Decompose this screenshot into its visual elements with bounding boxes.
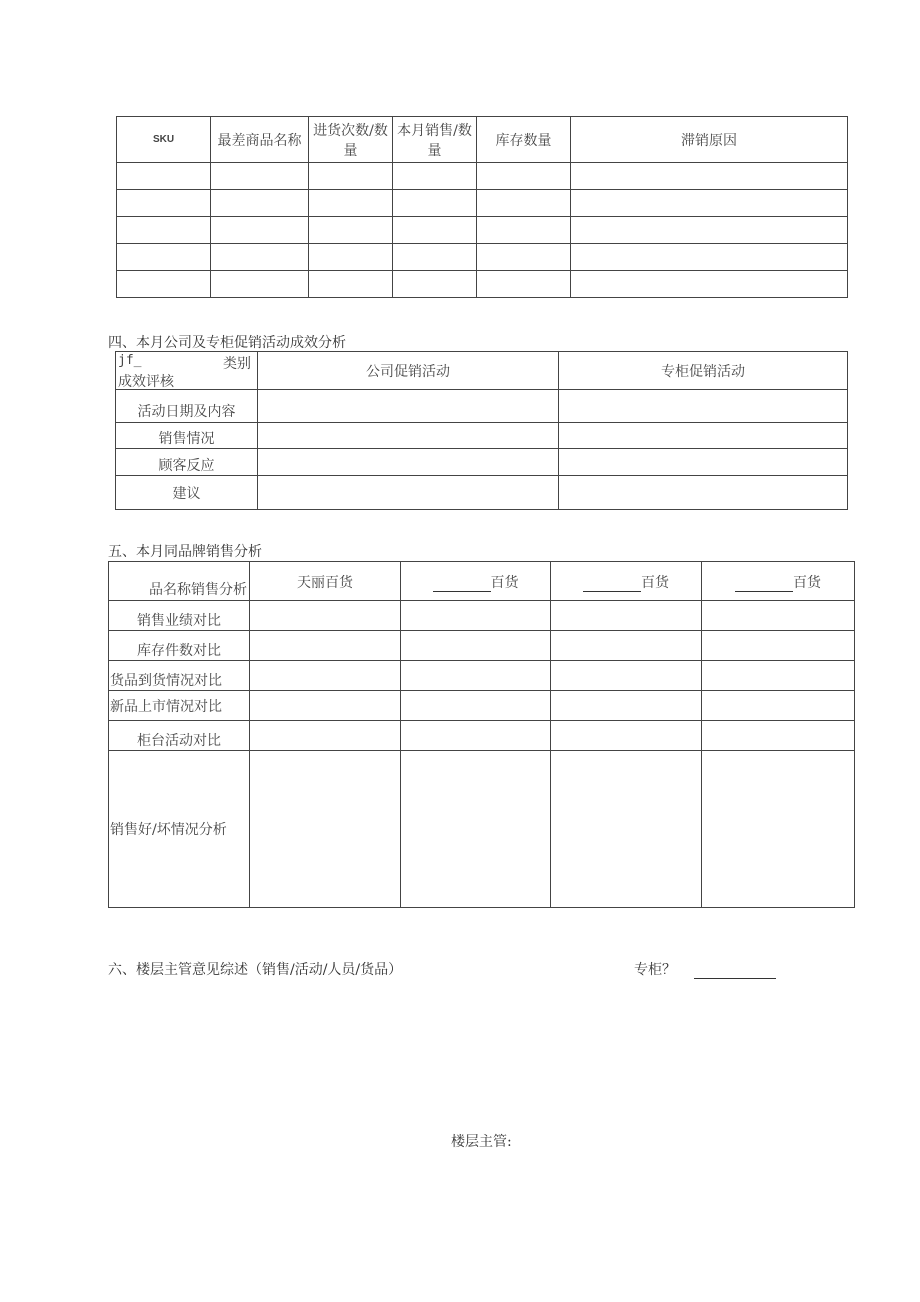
promotion-analysis-table bbox=[115, 351, 848, 510]
sku-header: SKU bbox=[117, 117, 211, 163]
row-label-suggestion: 建议 bbox=[116, 476, 258, 510]
counter-field bbox=[634, 959, 776, 979]
table-row bbox=[117, 163, 848, 190]
store-blank-header-3: 百货 bbox=[702, 562, 855, 601]
row-label-customer-response: 顾客反应 bbox=[116, 449, 258, 476]
store-name-blank-1[interactable] bbox=[433, 579, 491, 592]
slow-sales-reason-header: 滞销原因 bbox=[571, 117, 848, 163]
store-name-blank-3[interactable] bbox=[735, 579, 793, 592]
table-row bbox=[117, 190, 848, 217]
table-row bbox=[117, 217, 848, 244]
row-label-counter-activity: 柜台活动对比 bbox=[109, 721, 250, 751]
floor-supervisor-signature-label: 楼层主管: bbox=[451, 1134, 512, 1150]
corner-evaluation: 成效评核 bbox=[118, 374, 174, 390]
section6-title: 六、楼层主管意见综述（销售/活动/人员/货品） bbox=[108, 962, 403, 978]
section4-title: 四、本月公司及专柜促销活动成效分析 bbox=[108, 335, 346, 351]
counter-promo-header: 专柜促销活动 bbox=[559, 352, 848, 390]
row-label-new-arrivals: 新品上市情况对比 bbox=[109, 691, 250, 721]
counter-label: 专柜？ bbox=[634, 962, 676, 978]
product-name-header: 最差商品名称 bbox=[211, 117, 309, 163]
store-tianli-header: 天丽百货 bbox=[250, 562, 401, 601]
table-row bbox=[117, 244, 848, 271]
monthly-sales-header: 本月销售/数量 bbox=[393, 117, 477, 163]
worst-products-table bbox=[116, 116, 848, 298]
brand-sales-table bbox=[108, 561, 855, 908]
section5-title: 五、本月同品牌销售分析 bbox=[108, 544, 262, 560]
store-name-blank-2[interactable] bbox=[583, 579, 641, 592]
stock-quantity-header: 库存数量 bbox=[477, 117, 571, 163]
corner-top-left: jf_ bbox=[118, 353, 142, 368]
row-label-activity-date: 活动日期及内容 bbox=[116, 390, 258, 423]
corner-category: 类别 bbox=[223, 356, 251, 372]
company-promo-header: 公司促销活动 bbox=[258, 352, 559, 390]
corner-cell bbox=[116, 352, 258, 390]
row-label-arrival: 货品到货情况对比 bbox=[109, 661, 250, 691]
row-label-good-bad-analysis: 销售好/坏情况分析 bbox=[109, 751, 250, 908]
table-row bbox=[117, 271, 848, 298]
store-blank-header-2: 百货 bbox=[551, 562, 702, 601]
store-blank-header-1: 百货 bbox=[401, 562, 551, 601]
counter-name-blank[interactable] bbox=[694, 964, 776, 979]
row-label-sales-performance: 销售业绩对比 bbox=[109, 601, 250, 631]
brand-corner-cell: 品名称销售分析 bbox=[109, 562, 250, 601]
row-label-stock-count: 库存件数对比 bbox=[109, 631, 250, 661]
purchase-count-header: 进货次数/数量 bbox=[309, 117, 393, 163]
row-label-sales: 销售情况 bbox=[116, 423, 258, 449]
